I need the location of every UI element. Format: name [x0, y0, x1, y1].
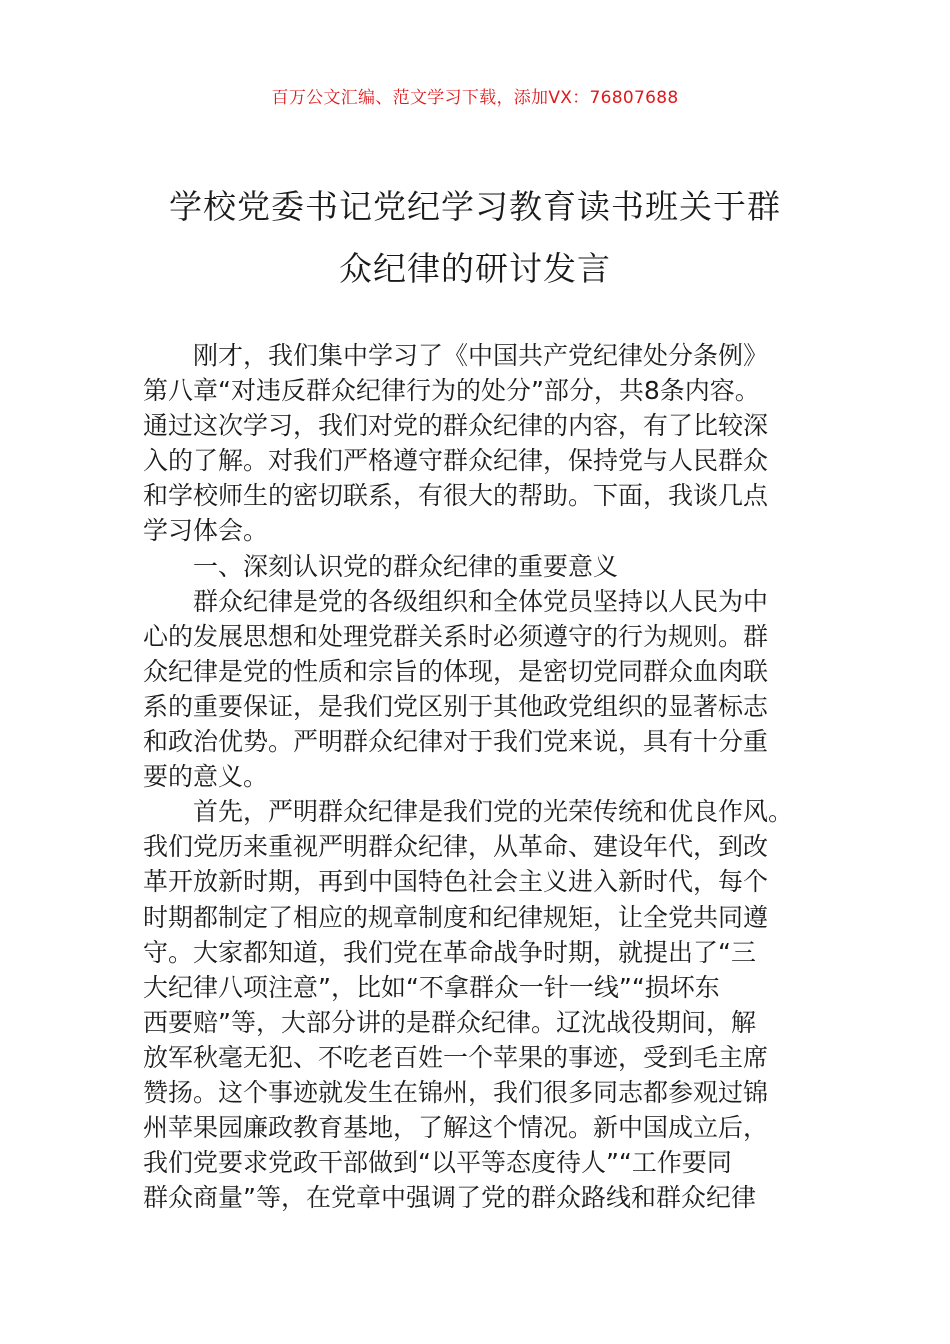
paragraph-line: 群众商量”等，在党章中强调了党的群众路线和群众纪律 — [143, 1183, 756, 1213]
paragraph-line: 刚才，我们集中学习了《中国共产党纪律处分条例》 — [193, 341, 769, 370]
paragraph-line: 守。大家都知道，我们党在革命战争时期，就提出了“三 — [143, 937, 756, 967]
title-line: 众纪律的研讨发言 — [339, 249, 611, 288]
paragraph-line: 要的意义。 — [143, 762, 269, 792]
paragraph-line: 群众纪律是党的各级组织和全体党员坚持以人民为中 — [193, 586, 769, 616]
section-heading: 一、深刻认识党的群众纪律的重要意义 — [193, 551, 619, 581]
paragraph-line: 大纪律八项注意”，比如“不拿群众一针一线”“损坏东 — [143, 972, 720, 1002]
paragraph-line: 西要赔”等，大部分讲的是群众纪律。辽沈战役期间，解 — [143, 1007, 756, 1037]
paragraph-line: 首先，严明群众纪律是我们党的光荣传统和优良作风。 — [193, 797, 794, 827]
paragraph-line: 通过这次学习，我们对党的群众纪律的内容，有了比较深 — [143, 411, 769, 441]
paragraph-line: 心的发展思想和处理党群关系时必须遵守的行为规则。群 — [143, 621, 769, 651]
header-note: 百万公文汇编、范文学习下载，添加VX：76807688 — [271, 88, 679, 108]
paragraph-line: 州苹果园廉政教育基地，了解这个情况。新中国成立后， — [143, 1113, 769, 1143]
paragraph-line: 入的了解。对我们严格遵守群众纪律，保持党与人民群众 — [143, 446, 769, 476]
paragraph-line: 时期都制定了相应的规章制度和纪律规矩，让全党共同遵 — [143, 902, 769, 932]
paragraph-line: 第八章“对违反群众纪律行为的处分”部分，共8条内容。 — [143, 376, 760, 406]
paragraph-line: 我们党历来重视严明群众纪律，从革命、建设年代，到改 — [143, 832, 769, 862]
paragraph-line: 革开放新时期，再到中国特色社会主义进入新时代，每个 — [143, 867, 769, 897]
paragraph-line: 赞扬。这个事迹就发生在锦州，我们很多同志都参观过锦 — [143, 1077, 769, 1107]
paragraph-line: 众纪律是党的性质和宗旨的体现，是密切党同群众血肉联 — [143, 656, 769, 686]
paragraph-line: 学习体会。 — [143, 516, 269, 546]
document-title — [150, 176, 800, 300]
title-line: 学校党委书记党纪学习教育读书班关于群 — [169, 187, 781, 226]
paragraph-line: 和学校师生的密切联系，有很大的帮助。下面，我谈几点 — [143, 481, 769, 511]
paragraph-line: 系的重要保证，是我们党区别于其他政党组织的显著标志 — [143, 691, 769, 721]
body-text — [143, 338, 813, 1215]
paragraph-line: 放军秋毫无犯、不吃老百姓一个苹果的事迹，受到毛主席 — [143, 1042, 769, 1072]
paragraph-line: 我们党要求党政干部做到“以平等态度待人”“工作要同 — [143, 1148, 732, 1178]
paragraph-line: 和政治优势。严明群众纪律对于我们党来说，具有十分重 — [143, 727, 769, 757]
